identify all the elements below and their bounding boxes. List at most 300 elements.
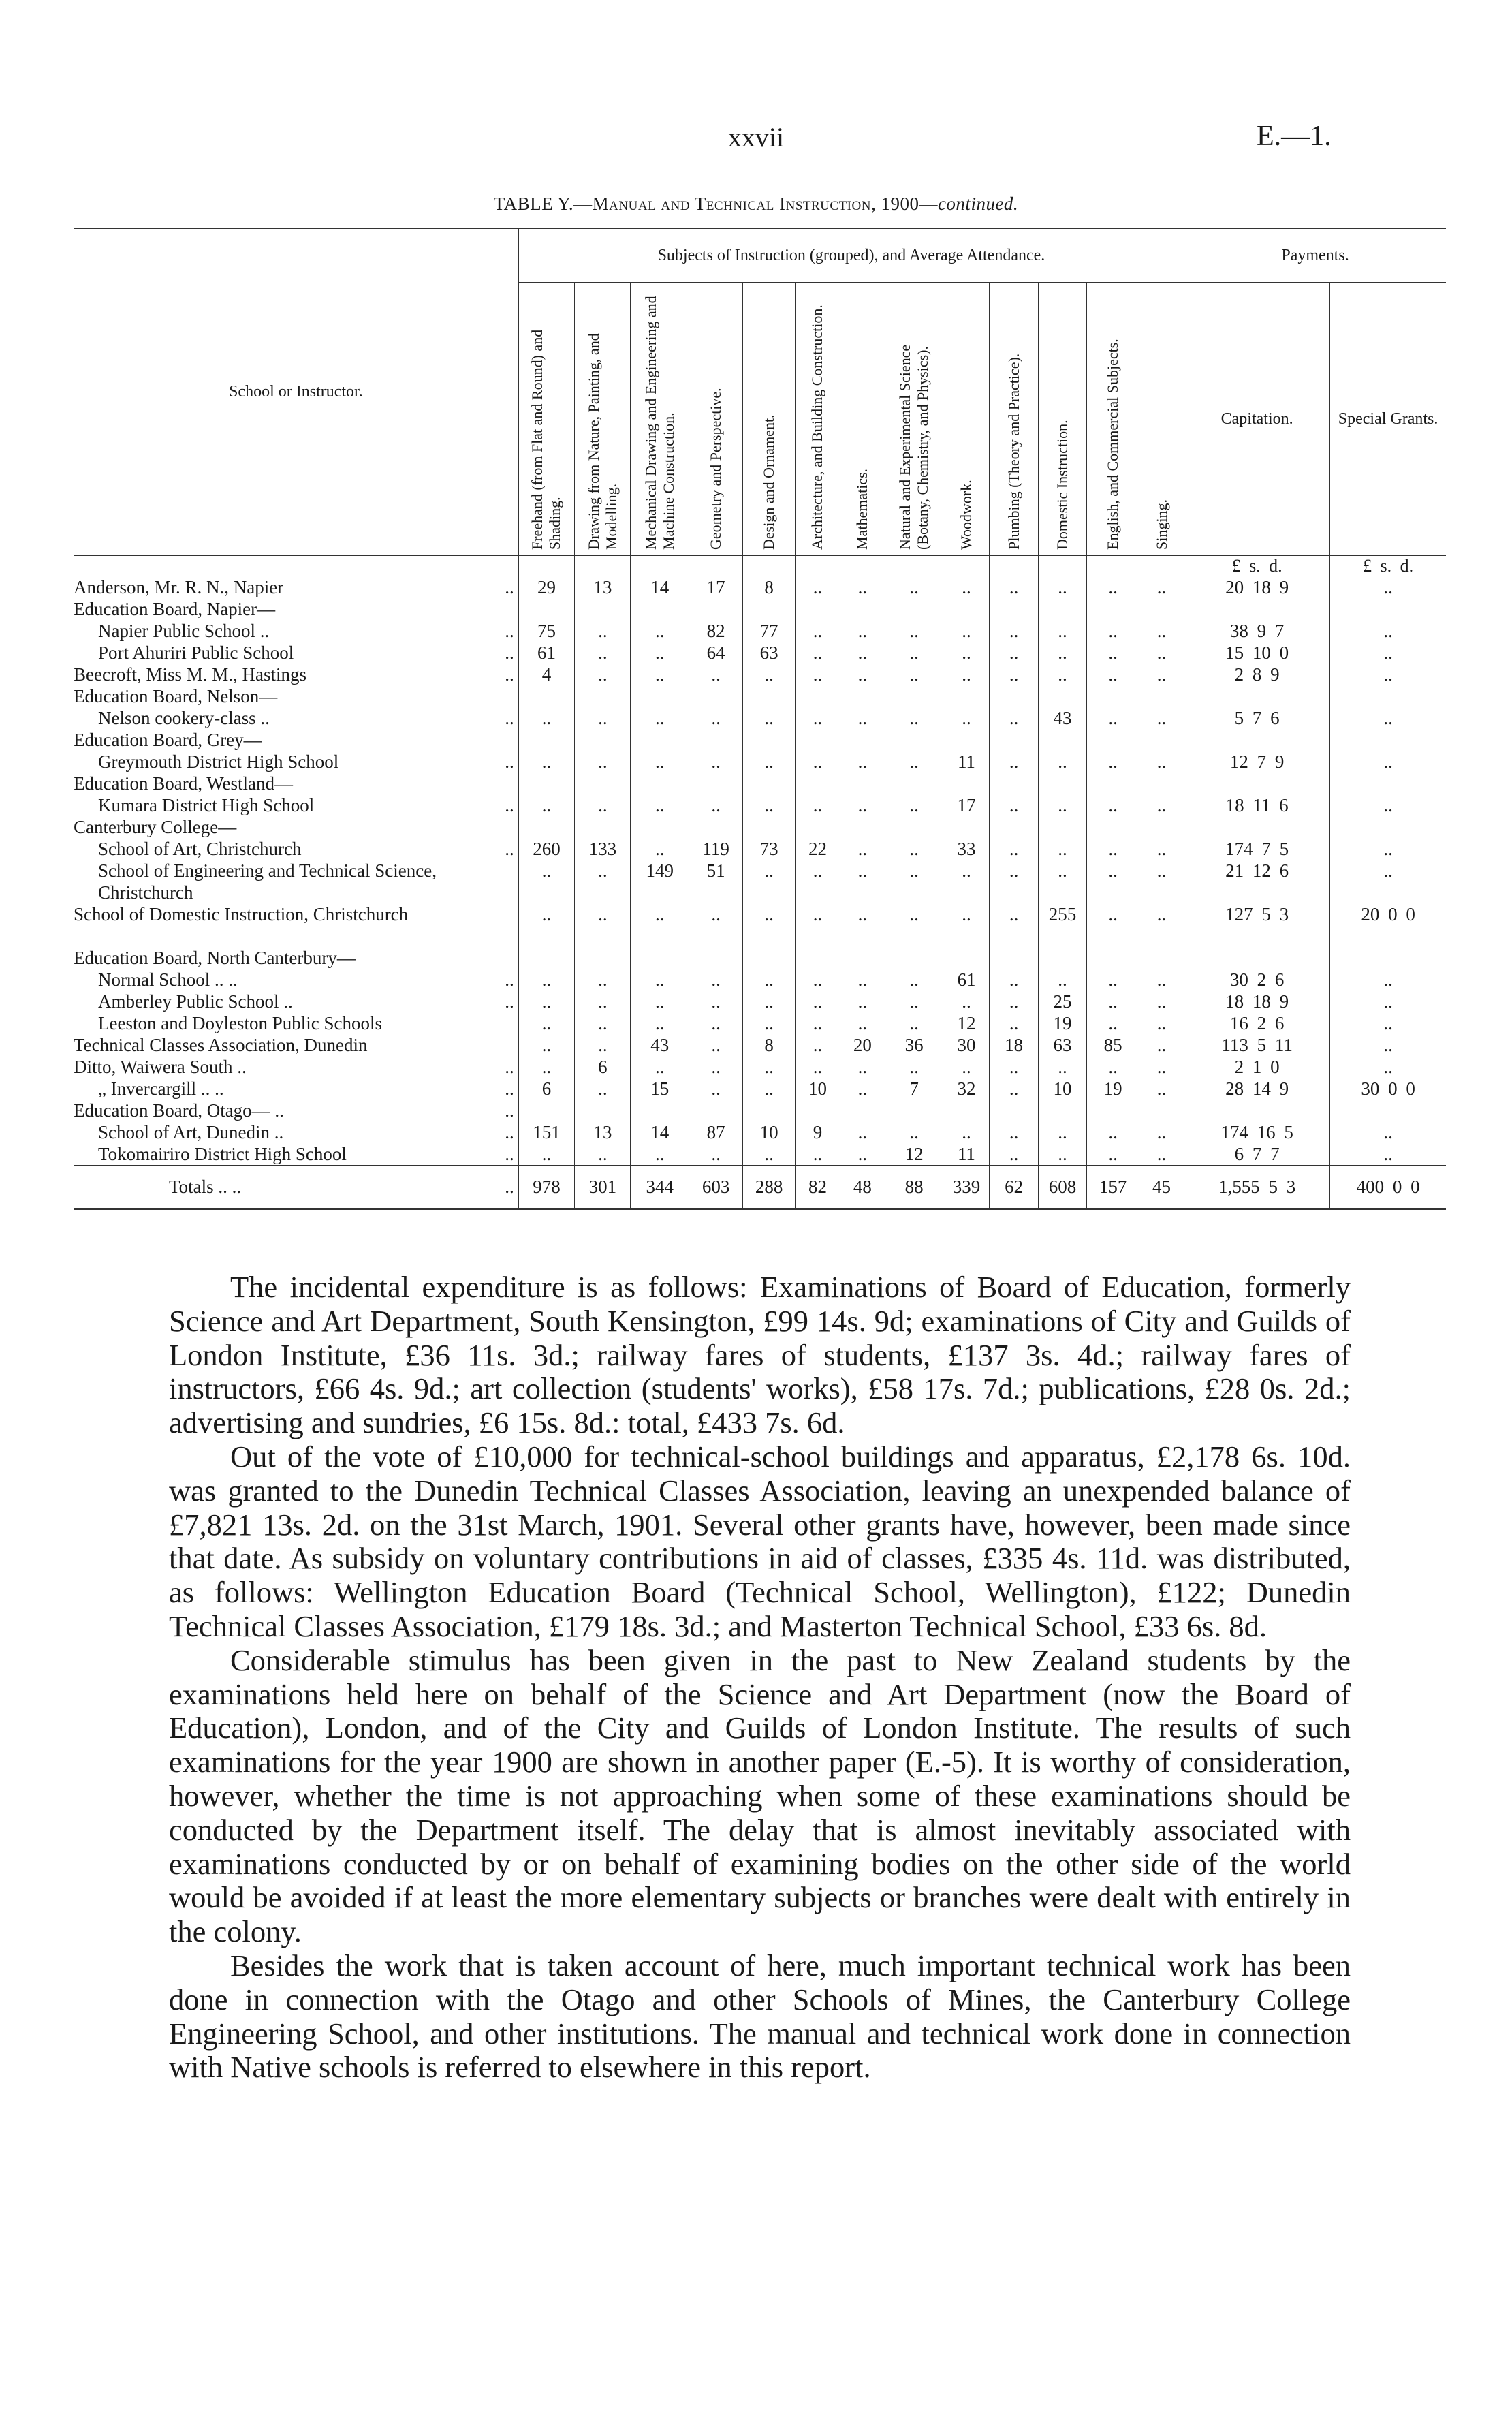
attendance-cell [743, 1100, 796, 1121]
table-row [74, 991, 1446, 1012]
attendance-cell: .. [796, 1143, 840, 1166]
attendance-cell: 82 [689, 620, 743, 642]
attendance-cell: .. [575, 1078, 631, 1100]
attendance-cell [840, 816, 885, 838]
attendance-cell: 4 [518, 664, 574, 685]
attendance-cell: 13 [575, 576, 631, 598]
attendance-cell [1139, 598, 1184, 620]
school-name [74, 576, 518, 598]
attendance-cell: .. [990, 1143, 1038, 1166]
attendance-cell: .. [1139, 751, 1184, 773]
school-name-text: Tokomairiro District High School [98, 1144, 347, 1164]
attendance-cell: .. [796, 903, 840, 947]
attendance-cell [575, 773, 631, 794]
attendance-cell: .. [796, 707, 840, 729]
subject-header-5 [743, 283, 796, 556]
attendance-cell: .. [743, 664, 796, 685]
subject-header-10 [990, 283, 1038, 556]
school-name [74, 729, 518, 751]
attendance-cell: .. [575, 1034, 631, 1056]
school-name-text: Greymouth District High School [98, 751, 339, 772]
school-name-text: Education Board, Grey— [74, 730, 262, 750]
attendance-cell: 75 [518, 620, 574, 642]
school-name [74, 1078, 518, 1100]
attendance-cell: .. [1038, 860, 1086, 903]
school-name [74, 860, 518, 903]
school-name [74, 903, 518, 947]
subject-header-label: Natural and Experimental Science (Botany, Chemistry, and Physics). [896, 344, 932, 550]
capitation-cell: 16 2 6 [1184, 1012, 1330, 1034]
capitation-cell: 2 1 0 [1184, 1056, 1330, 1078]
attendance-cell: .. [796, 794, 840, 816]
attendance-cell [743, 773, 796, 794]
leader-dots: .. [501, 1121, 514, 1143]
subject-header-6 [796, 283, 840, 556]
attendance-cell [990, 598, 1038, 620]
attendance-cell [885, 773, 943, 794]
school-name [74, 1012, 518, 1034]
capitation-cell [1184, 1100, 1330, 1121]
leader-dots: .. [501, 1078, 514, 1100]
attendance-cell [990, 773, 1038, 794]
attendance-cell: 255 [1038, 903, 1086, 947]
attendance-cell: 301 [575, 1166, 631, 1209]
school-name-text: Education Board, North Canterbury— [74, 948, 356, 968]
attendance-cell: .. [885, 642, 943, 664]
attendance-cell: .. [1087, 1056, 1139, 1078]
school-name [74, 773, 518, 794]
attendance-cell [689, 598, 743, 620]
attendance-cell: .. [990, 838, 1038, 860]
attendance-cell: .. [631, 642, 689, 664]
attendance-cell: .. [990, 1012, 1038, 1034]
special-grant-cell: .. [1330, 664, 1446, 685]
table-row [74, 903, 1446, 947]
attendance-cell [689, 773, 743, 794]
table-row [74, 707, 1446, 729]
capitation-cell [1184, 773, 1330, 794]
school-name [74, 991, 518, 1012]
attendance-cell: .. [575, 991, 631, 1012]
capitation-cell: 18 18 9 [1184, 991, 1330, 1012]
attendance-cell: .. [1038, 642, 1086, 664]
attendance-cell: .. [689, 969, 743, 991]
attendance-cell: .. [743, 1143, 796, 1166]
leader-dots: .. [501, 991, 514, 1012]
school-name [74, 751, 518, 773]
attendance-cell: .. [885, 664, 943, 685]
table-row [74, 1078, 1446, 1100]
attendance-cell: .. [1139, 991, 1184, 1012]
attendance-cell: .. [575, 860, 631, 903]
attendance-cell: .. [1087, 707, 1139, 729]
special-grant-cell [1330, 1100, 1446, 1121]
attendance-cell [796, 947, 840, 969]
attendance-cell: .. [1139, 576, 1184, 598]
table-row [74, 576, 1446, 598]
attendance-cell: 12 [943, 1012, 990, 1034]
leader-dots: .. [501, 576, 514, 598]
attendance-cell: 119 [689, 838, 743, 860]
attendance-cell [1087, 816, 1139, 838]
attendance-cell: .. [796, 642, 840, 664]
subject-header-label: English, and Commercial Subjects. [1104, 339, 1122, 550]
attendance-cell: .. [1139, 903, 1184, 947]
special-grant-cell: .. [1330, 1143, 1446, 1166]
attendance-cell: .. [990, 794, 1038, 816]
table-title-prefix: TABLE Y.— [493, 193, 593, 214]
attendance-cell: .. [840, 1143, 885, 1166]
subject-header-label: Mathematics. [853, 468, 871, 550]
attendance-cell: 260 [518, 838, 574, 860]
attendance-cell: .. [743, 707, 796, 729]
attendance-cell: .. [840, 860, 885, 903]
school-name-text: Totals .. .. [169, 1177, 242, 1197]
attendance-cell: 608 [1038, 1166, 1086, 1209]
attendance-cell: 10 [1038, 1078, 1086, 1100]
school-name-text: Education Board, Nelson— [74, 686, 278, 706]
attendance-cell: .. [885, 751, 943, 773]
attendance-cell: .. [1038, 576, 1086, 598]
school-name [74, 969, 518, 991]
leader-dots: .. [501, 642, 514, 664]
subject-header-label: Geometry and Perspective. [707, 388, 725, 550]
attendance-cell [575, 685, 631, 707]
attendance-cell [943, 729, 990, 751]
attendance-cell: 157 [1087, 1166, 1139, 1209]
leader-dots: .. [501, 664, 514, 685]
attendance-cell: 11 [943, 751, 990, 773]
capitation-cell: 21 12 6 [1184, 860, 1330, 903]
attendance-cell [840, 598, 885, 620]
school-name-text: Education Board, Westland— [74, 773, 294, 794]
school-name-text: School of Art, Dunedin .. [98, 1122, 284, 1142]
leader-dots: .. [501, 969, 514, 991]
subject-header-label: Plumbing (Theory and Practice). [1005, 353, 1022, 550]
capitation-cell [1184, 947, 1330, 969]
attendance-cell [796, 773, 840, 794]
attendance-cell: .. [943, 576, 990, 598]
attendance-cell [1038, 598, 1086, 620]
subject-header-label: Singing. [1152, 499, 1170, 550]
attendance-cell [1087, 685, 1139, 707]
table-row [74, 1121, 1446, 1143]
attendance-cell: 77 [743, 620, 796, 642]
attendance-cell: 30 [943, 1034, 990, 1056]
attendance-cell: .. [796, 576, 840, 598]
attendance-cell [518, 816, 574, 838]
attendance-cell: .. [1038, 1121, 1086, 1143]
capitation-cell: 127 5 3 [1184, 903, 1330, 947]
attendance-cell: 14 [631, 576, 689, 598]
attendance-cell: .. [885, 1056, 943, 1078]
attendance-cell: .. [796, 969, 840, 991]
special-grant-cell [1330, 729, 1446, 751]
attendance-cell: .. [1038, 1056, 1086, 1078]
attendance-cell [943, 1100, 990, 1121]
attendance-cell: .. [689, 1143, 743, 1166]
attendance-cell: .. [990, 1121, 1038, 1143]
attendance-cell [575, 1100, 631, 1121]
subjects-group-header: Subjects of Instruction (grouped), and Average Attendance. [518, 229, 1184, 283]
attendance-cell: 133 [575, 838, 631, 860]
special-grant-cell: .. [1330, 860, 1446, 903]
attendance-cell: .. [518, 903, 574, 947]
table-row [74, 598, 1446, 620]
attendance-cell [689, 685, 743, 707]
attendance-cell: .. [575, 664, 631, 685]
attendance-cell: .. [943, 860, 990, 903]
attendance-cell: .. [1139, 1056, 1184, 1078]
attendance-cell: 36 [885, 1034, 943, 1056]
attendance-cell [1087, 729, 1139, 751]
table-row [74, 1012, 1446, 1034]
school-name [74, 1166, 518, 1209]
attendance-cell: .. [575, 903, 631, 947]
attendance-cell: 344 [631, 1166, 689, 1209]
attendance-cell [631, 1100, 689, 1121]
attendance-cell [518, 947, 574, 969]
capitation-cell: 174 7 5 [1184, 838, 1330, 860]
attendance-cell [943, 947, 990, 969]
attendance-cell: 32 [943, 1078, 990, 1100]
attendance-cell: .. [743, 991, 796, 1012]
attendance-cell [943, 816, 990, 838]
attendance-cell: .. [689, 664, 743, 685]
attendance-cell: 61 [943, 969, 990, 991]
attendance-cell: .. [631, 1143, 689, 1166]
subject-header-label: Freehand (from Flat and Round) and Shading. [529, 329, 564, 550]
attendance-cell: .. [943, 991, 990, 1012]
attendance-cell [689, 947, 743, 969]
attendance-cell: .. [885, 903, 943, 947]
school-name-text: Leeston and Doyleston Public Schools [98, 1013, 382, 1033]
attendance-cell [1038, 773, 1086, 794]
attendance-cell: 288 [743, 1166, 796, 1209]
attendance-cell: 51 [689, 860, 743, 903]
capitation-cell: 18 11 6 [1184, 794, 1330, 816]
table-row [74, 794, 1446, 816]
attendance-cell: .. [796, 860, 840, 903]
attendance-cell: .. [1038, 794, 1086, 816]
attendance-cell: 7 [885, 1078, 943, 1100]
attendance-cell: .. [518, 991, 574, 1012]
attendance-cell: 17 [689, 576, 743, 598]
attendance-cell: .. [1087, 1143, 1139, 1166]
special-grant-cell: .. [1330, 1012, 1446, 1034]
school-name [74, 1143, 518, 1166]
attendance-cell: 73 [743, 838, 796, 860]
attendance-cell: .. [990, 664, 1038, 685]
attendance-cell: 339 [943, 1166, 990, 1209]
school-name [74, 707, 518, 729]
attendance-cell [1139, 816, 1184, 838]
school-name [74, 794, 518, 816]
table-title-main: Manual and Technical Instruction [592, 193, 871, 214]
attendance-cell: 19 [1038, 1012, 1086, 1034]
subject-header-8 [885, 283, 943, 556]
attendance-cell: .. [631, 1012, 689, 1034]
attendance-cell: .. [1087, 576, 1139, 598]
special-grant-cell: .. [1330, 969, 1446, 991]
attendance-cell [631, 947, 689, 969]
attendance-cell [518, 685, 574, 707]
attendance-cell [990, 947, 1038, 969]
school-name-text: Napier Public School .. [98, 621, 270, 641]
attendance-cell [518, 773, 574, 794]
attendance-cell [840, 773, 885, 794]
attendance-cell [1038, 1100, 1086, 1121]
special-grant-cell: .. [1330, 751, 1446, 773]
leader-dots: .. [501, 1056, 514, 1078]
attendance-cell: .. [885, 1121, 943, 1143]
attendance-cell: 43 [631, 1034, 689, 1056]
special-grant-cell: 20 0 0 [1330, 903, 1446, 947]
subject-header-label: Domestic Instruction. [1054, 420, 1071, 550]
attendance-cell: .. [689, 751, 743, 773]
capitation-cell: 174 16 5 [1184, 1121, 1330, 1143]
attendance-cell [575, 816, 631, 838]
attendance-cell: .. [743, 1078, 796, 1100]
attendance-cell: .. [885, 576, 943, 598]
special-grant-cell: .. [1330, 1121, 1446, 1143]
attendance-cell: 978 [518, 1166, 574, 1209]
attendance-cell: .. [631, 751, 689, 773]
attendance-cell [885, 947, 943, 969]
attendance-cell: .. [1087, 838, 1139, 860]
table-row [74, 969, 1446, 991]
table-row [74, 860, 1446, 903]
attendance-cell [1038, 685, 1086, 707]
attendance-cell [743, 816, 796, 838]
capitation-cell [1184, 685, 1330, 707]
leader-dots: .. [501, 751, 514, 773]
attendance-cell: .. [1139, 1121, 1184, 1143]
subject-header-4 [689, 283, 743, 556]
units-row [74, 556, 1446, 577]
school-name-text: School of Engineering and Technical Science, Christchurch [98, 860, 437, 903]
attendance-cell: .. [943, 642, 990, 664]
attendance-cell: .. [1038, 838, 1086, 860]
attendance-cell [631, 816, 689, 838]
attendance-cell: .. [990, 576, 1038, 598]
attendance-cell: .. [990, 620, 1038, 642]
attendance-cell: .. [689, 707, 743, 729]
attendance-cell: .. [840, 576, 885, 598]
attendance-cell: .. [1038, 751, 1086, 773]
leader-dots: .. [501, 1166, 514, 1208]
school-name [74, 947, 518, 969]
attendance-cell: 33 [943, 838, 990, 860]
attendance-cell: 48 [840, 1166, 885, 1209]
attendance-cell: .. [631, 620, 689, 642]
attendance-cell: .. [885, 794, 943, 816]
capitation-cell: 12 7 9 [1184, 751, 1330, 773]
attendance-cell: 603 [689, 1166, 743, 1209]
attendance-cell: 149 [631, 860, 689, 903]
attendance-cell: .. [518, 1034, 574, 1056]
table-row [74, 729, 1446, 751]
attendance-cell [631, 773, 689, 794]
attendance-cell: .. [1139, 707, 1184, 729]
special-grant-cell [1330, 816, 1446, 838]
attendance-cell [575, 598, 631, 620]
table-title-suffix: continued. [937, 193, 1019, 214]
attendance-cell: .. [575, 620, 631, 642]
attendance-cell: .. [840, 969, 885, 991]
attendance-cell: 17 [943, 794, 990, 816]
attendance-cell: .. [1139, 620, 1184, 642]
school-name-text: Port Ahuriri Public School [98, 642, 294, 663]
attendance-cell: 87 [689, 1121, 743, 1143]
capitation-cell [1184, 816, 1330, 838]
attendance-cell: .. [1087, 620, 1139, 642]
leader-dots: .. [501, 620, 514, 642]
school-column-header: School or Instructor. [74, 229, 518, 556]
table-container [74, 228, 1446, 1210]
leader-dots: .. [501, 1100, 514, 1121]
attendance-cell: .. [943, 1056, 990, 1078]
attendance-cell [796, 816, 840, 838]
capitation-cell [1184, 729, 1330, 751]
school-name-text: School of Domestic Instruction, Christchurch [74, 904, 409, 924]
attendance-cell: .. [689, 1034, 743, 1056]
attendance-cell [1038, 816, 1086, 838]
attendance-cell: .. [885, 1012, 943, 1034]
attendance-cell: 18 [990, 1034, 1038, 1056]
attendance-cell [518, 729, 574, 751]
attendance-cell: 63 [743, 642, 796, 664]
paragraph: Considerable stimulus has been given in the past to New Zealand students by the examinations held here on behalf of the Science and Art Department (now the Board of Education), London, and of the City and Guilds of London Institute. The results of such examinations for the year 1900 are shown in another paper (E.-5). It is worthy of consideration, however, whether the time is not approaching when some of these examinations should be conducted by the Department itself. The delay that is almost inevitably associated with examinations conducted by or on behalf of examining bodies on the other side of the world would be avoided if at least the more elementary subjects or branches were dealt with entirely in the colony. [169, 1642, 1351, 1949]
special-grant-cell: .. [1330, 642, 1446, 664]
table-row [74, 751, 1446, 773]
attendance-cell: .. [840, 642, 885, 664]
special-grant-cell: .. [1330, 707, 1446, 729]
attendance-cell: .. [990, 707, 1038, 729]
body-text [169, 1271, 1351, 2085]
attendance-cell: .. [575, 794, 631, 816]
attendance-cell [1139, 1100, 1184, 1121]
capitation-cell [1184, 598, 1330, 620]
attendance-cell [743, 947, 796, 969]
attendance-cell [631, 598, 689, 620]
attendance-cell: .. [575, 969, 631, 991]
leader-dots: .. [501, 707, 514, 729]
attendance-cell [631, 685, 689, 707]
attendance-cell: .. [743, 903, 796, 947]
attendance-cell: 9 [796, 1121, 840, 1143]
attendance-cell [689, 816, 743, 838]
attendance-cell: 22 [796, 838, 840, 860]
attendance-cell: 45 [1139, 1166, 1184, 1209]
attendance-cell [885, 598, 943, 620]
paragraph: Out of the vote of £10,000 for technical-school buildings and apparatus, £2,178 6s. 10d. was granted to the Dunedin Technical Classes Association, leaving an unexpended balance of £7,821 13s. 2d. on the 31st March, 1901. Several other grants have, however, been made since that date. As subsidy on voluntary contributions in aid of classes, £335 4s. 11d. was distributed, as follows: Wellington Education Board (Technical School, Wellington), £122; Dunedin Technical Classes Association, £179 18s. 3d.; and Masterton Technical School, £33 6s. 8d. [169, 1439, 1351, 1643]
attendance-cell: .. [1139, 1143, 1184, 1166]
attendance-cell: .. [518, 751, 574, 773]
subject-header-7 [840, 283, 885, 556]
attendance-cell [743, 598, 796, 620]
table-row [74, 838, 1446, 860]
attendance-cell: .. [885, 838, 943, 860]
table-title [0, 193, 1512, 215]
paragraph: Besides the work that is taken account of here, much important technical work has been done in connection with the Otago and other Schools of Mines, the Canterbury College Engineering School, and other institutions. The manual and technical work done in connection with Native schools is referred to elsewhere in this report. [169, 1948, 1351, 2085]
capitation-cell: 28 14 9 [1184, 1078, 1330, 1100]
leader-dots: .. [501, 1143, 514, 1165]
attendance-cell: 11 [943, 1143, 990, 1166]
special-grant-cell: 30 0 0 [1330, 1078, 1446, 1100]
attendance-cell: .. [840, 903, 885, 947]
table-row [74, 642, 1446, 664]
